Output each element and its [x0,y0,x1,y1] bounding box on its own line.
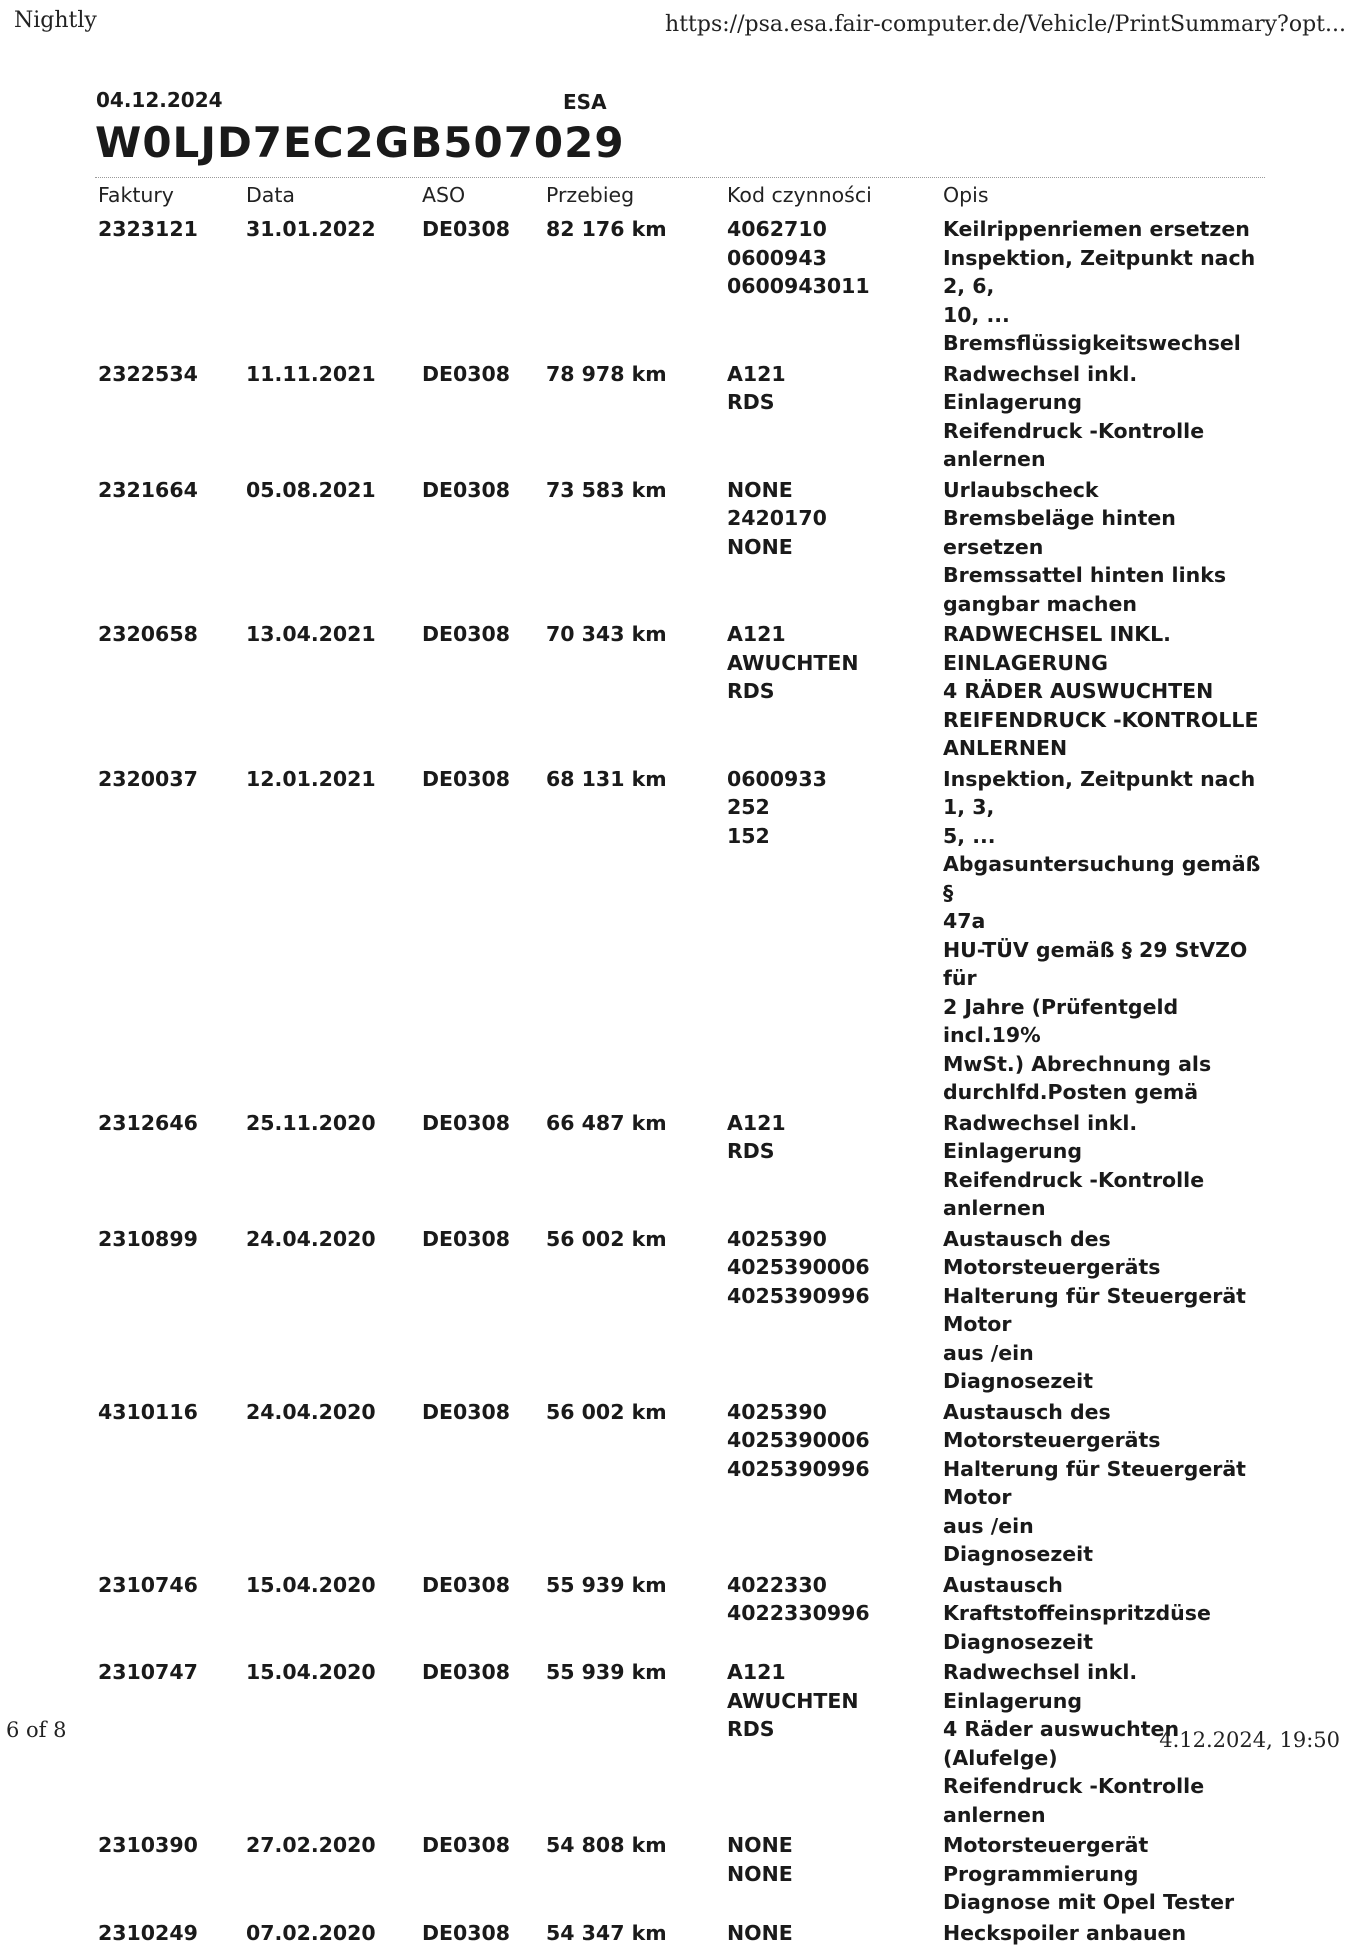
description-line: Diagnose mit Opel Tester [943,1888,1266,1917]
dealer-cell: DE0308 [416,215,540,360]
system-label: ESA [563,90,607,114]
invoice-cell: 2310249 [92,1919,240,1949]
description-line: Diagnosezeit [943,1540,1266,1569]
page-indicator: 6 of 8 [6,1718,67,1742]
description-line: gangbar machen [943,590,1266,619]
table-row [92,1109,1272,1225]
code-line: 4025390996 [727,1455,931,1484]
description-cell [937,360,1272,476]
codes-cell [721,1225,937,1398]
date-cell: 31.01.2022 [240,215,416,360]
document-date: 04.12.2024 [96,88,223,112]
column-header-date: Data [240,178,416,215]
description-line: Reifendruck -Kontrolle anlernen [943,1772,1266,1829]
mileage-cell: 66 487 km [540,1109,721,1225]
table-row [92,476,1272,621]
code-line: 4025390 [727,1225,931,1254]
column-header-mileage: Przebieg [540,178,721,215]
description-line: Diagnosezeit [943,1628,1266,1657]
codes-cell [721,1109,937,1225]
code-line: AWUCHTEN [727,649,931,678]
description-line: 4 Räder auswuchten (Alufelge) [943,1715,1266,1772]
date-cell: 24.04.2020 [240,1225,416,1398]
code-line: A121 [727,1658,931,1687]
description-line: Motorsteuergeräts [943,1253,1266,1282]
table-row [92,1919,1272,1949]
description-line: Kraftstoffeinspritzdüse [943,1599,1266,1628]
dealer-cell: DE0308 [416,765,540,1109]
description-line: Motorsteuergeräts [943,1426,1266,1455]
code-line: A121 [727,1109,931,1138]
date-cell: 13.04.2021 [240,620,416,765]
description-line: Radwechsel inkl. Einlagerung [943,1109,1266,1166]
description-line: Diagnosezeit [943,1367,1266,1396]
code-line: RDS [727,677,931,706]
date-cell: 11.11.2021 [240,360,416,476]
code-line: 4062710 [727,215,931,244]
description-line: Programmierung [943,1860,1266,1889]
mileage-cell: 54 347 km [540,1919,721,1949]
description-cell [937,1225,1272,1398]
code-line: 4022330 [727,1571,931,1600]
dealer-cell: DE0308 [416,1109,540,1225]
code-line: AWUCHTEN [727,1687,931,1716]
column-header-invoice: Faktury [92,178,240,215]
code-line: 152 [727,822,931,851]
description-line: REIFENDRUCK -KONTROLLE [943,706,1266,735]
codes-cell [721,476,937,621]
table-row [92,215,1272,360]
mileage-cell: 73 583 km [540,476,721,621]
column-header-dealer: ASO [416,178,540,215]
codes-cell [721,620,937,765]
invoice-cell: 2310899 [92,1225,240,1398]
code-line: 2420170 [727,504,931,533]
code-line: 4025390 [727,1398,931,1427]
mileage-cell: 68 131 km [540,765,721,1109]
date-cell: 05.08.2021 [240,476,416,621]
description-line: 5, ... [943,822,1266,851]
dealer-cell: DE0308 [416,1919,540,1949]
dealer-cell: DE0308 [416,1831,540,1919]
service-history-table [92,178,1272,1949]
description-line: Motorsteuergerät [943,1831,1266,1860]
codes-cell [721,1919,937,1949]
description-line: 10, ... [943,301,1266,330]
code-line: A121 [727,620,931,649]
invoice-cell: 2322534 [92,360,240,476]
description-line: 4 RÄDER AUSWUCHTEN [943,677,1266,706]
invoice-cell: 2320658 [92,620,240,765]
dealer-cell: DE0308 [416,1571,540,1659]
codes-cell [721,1658,937,1831]
mileage-cell: 55 939 km [540,1658,721,1831]
mileage-cell: 54 808 km [540,1831,721,1919]
code-line: 252 [727,793,931,822]
description-cell [937,765,1272,1109]
table-row [92,1225,1272,1398]
invoice-cell: 2323121 [92,215,240,360]
description-line: Austausch des [943,1225,1266,1254]
code-line: 0600933 [727,765,931,794]
description-line: Radwechsel inkl. Einlagerung [943,1658,1266,1715]
dealer-cell: DE0308 [416,476,540,621]
table-row [92,620,1272,765]
table-row [92,1398,1272,1571]
description-line: EINLAGERUNG [943,649,1266,678]
description-cell [937,476,1272,621]
print-timestamp: 4.12.2024, 19:50 [1159,1728,1340,1752]
code-line: RDS [727,1137,931,1166]
description-line: Inspektion, Zeitpunkt nach 2, 6, [943,244,1266,301]
date-cell: 15.04.2020 [240,1658,416,1831]
code-line: NONE [727,533,931,562]
description-line: MwSt.) Abrechnung als [943,1050,1266,1079]
dealer-cell: DE0308 [416,360,540,476]
code-line: NONE [727,1860,931,1889]
table-row [92,1658,1272,1831]
dealer-cell: DE0308 [416,1398,540,1571]
description-line: Heckspoiler anbauen [943,1919,1266,1948]
description-line: Reifendruck -Kontrolle anlernen [943,417,1266,474]
description-cell [937,620,1272,765]
description-line: RADWECHSEL INKL. [943,620,1266,649]
invoice-cell: 2321664 [92,476,240,621]
description-cell [937,1919,1272,1949]
description-line: Reifendruck -Kontrolle anlernen [943,1166,1266,1223]
date-cell: 24.04.2020 [240,1398,416,1571]
codes-cell [721,765,937,1109]
description-line: Bremssattel hinten links [943,561,1266,590]
description-line: aus /ein [943,1512,1266,1541]
code-line: 4025390006 [727,1426,931,1455]
table-row [92,765,1272,1109]
code-line: RDS [727,1715,931,1744]
description-cell [937,1109,1272,1225]
codes-cell [721,1831,937,1919]
description-line: Abgasuntersuchung gemäß § [943,850,1266,907]
code-line: 4025390006 [727,1253,931,1282]
description-cell [937,215,1272,360]
mileage-cell: 70 343 km [540,620,721,765]
description-cell [937,1831,1272,1919]
table-body [92,215,1272,1949]
column-header-codes: Kod czynności [721,178,937,215]
description-line: 47a [943,907,1266,936]
code-line: NONE [727,1831,931,1860]
vehicle-vin: W0LJD7EC2GB507029 [95,118,625,167]
invoice-cell: 2310746 [92,1571,240,1659]
description-line: HU-TÜV gemäß § 29 StVZO für [943,936,1266,993]
table-header-row [92,178,1272,215]
mileage-cell: 56 002 km [540,1225,721,1398]
code-line: A121 [727,360,931,389]
code-line: 0600943 [727,244,931,273]
description-line: Austausch des [943,1398,1266,1427]
code-line: 4025390996 [727,1282,931,1311]
code-line: NONE [727,476,931,505]
date-cell: 12.01.2021 [240,765,416,1109]
column-header-description: Opis [937,178,1272,215]
description-line: Bremsbeläge hinten ersetzen [943,504,1266,561]
code-line: 0600943011 [727,272,931,301]
date-cell: 15.04.2020 [240,1571,416,1659]
code-line: NONE [727,1919,931,1948]
table-row [92,1571,1272,1659]
description-line: Bremsflüssigkeitswechsel [943,329,1266,358]
codes-cell [721,360,937,476]
browser-name: Nightly [14,8,97,33]
date-cell: 25.11.2020 [240,1109,416,1225]
dealer-cell: DE0308 [416,1225,540,1398]
description-line: Urlaubscheck [943,476,1266,505]
codes-cell [721,1571,937,1659]
mileage-cell: 82 176 km [540,215,721,360]
description-line: Keilrippenriemen ersetzen [943,215,1266,244]
dealer-cell: DE0308 [416,1658,540,1831]
code-line: 4022330996 [727,1599,931,1628]
mileage-cell: 56 002 km [540,1398,721,1571]
description-cell [937,1571,1272,1659]
date-cell: 27.02.2020 [240,1831,416,1919]
invoice-cell: 4310116 [92,1398,240,1571]
description-cell [937,1398,1272,1571]
description-line: aus /ein [943,1339,1266,1368]
description-line: Inspektion, Zeitpunkt nach 1, 3, [943,765,1266,822]
date-cell: 07.02.2020 [240,1919,416,1949]
mileage-cell: 78 978 km [540,360,721,476]
invoice-cell: 2312646 [92,1109,240,1225]
description-line: durchlfd.Posten gemä [943,1078,1266,1107]
description-line: Austausch [943,1571,1266,1600]
dealer-cell: DE0308 [416,620,540,765]
page-url: https://psa.esa.fair-computer.de/Vehicle/PrintSummary?opt... [665,12,1346,37]
description-line: Halterung für Steuergerät Motor [943,1282,1266,1339]
description-line: Halterung für Steuergerät Motor [943,1455,1266,1512]
description-line: ANLERNEN [943,734,1266,763]
invoice-cell: 2310747 [92,1658,240,1831]
codes-cell [721,215,937,360]
description-line: 2 Jahre (Prüfentgeld incl.19% [943,993,1266,1050]
invoice-cell: 2310390 [92,1831,240,1919]
table-row [92,360,1272,476]
table-row [92,1831,1272,1919]
invoice-cell: 2320037 [92,765,240,1109]
codes-cell [721,1398,937,1571]
description-line: Radwechsel inkl. Einlagerung [943,360,1266,417]
code-line: RDS [727,388,931,417]
mileage-cell: 55 939 km [540,1571,721,1659]
